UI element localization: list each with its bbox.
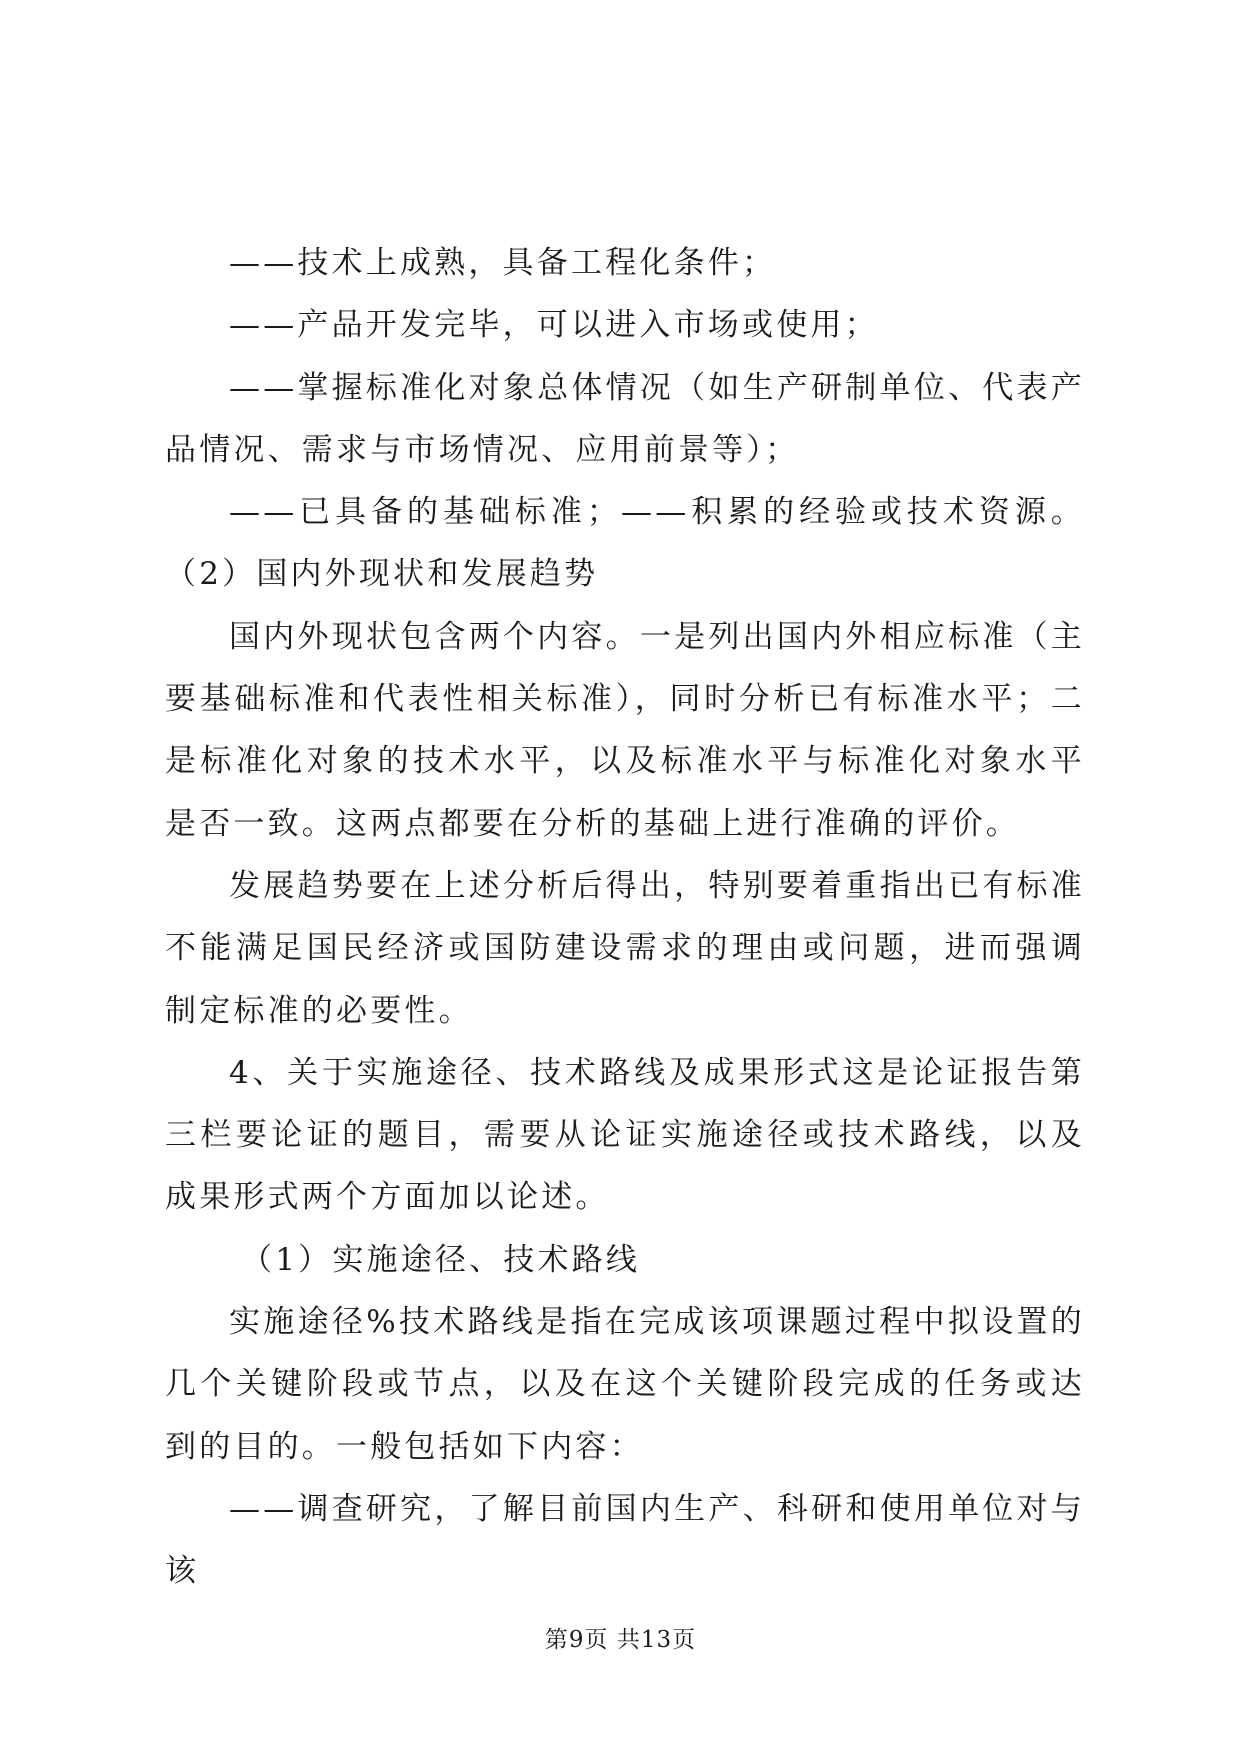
paragraph-implementation-definition: 实施途径%技术路线是指在完成该项课题过程中拟设置的几个关键阶段或节点，以及在这个关键阶段完成的任务或达到的目的。一般包括如下内容： [165,1304,1085,1465]
paragraph-development-trend: 发展趋势要在上述分析后得出，特别要着重指出已有标准不能满足国民经济或国防建设需求的理由或问题，进而强调制定标准的必要性。 [165,867,1085,1029]
paragraph-current-status: 国内外现状包含两个内容。一是列出国内外相应标准（主要基础标准和代表性相关标准），同时分析已有标准水平；二是标准化对象的技术水平，以及标准水平与标准化对象水平是否一致。这两点都要在分析的基础上进行准确的评价。 [165,618,1085,842]
page-footer: 第9页 共13页 [544,1627,697,1653]
document-body [165,232,1085,1603]
paragraph-condition-mature: ——技术上成熟，具备工程化条件； [229,245,777,281]
paragraph-section-4: 4、关于实施途径、技术路线及成果形式这是论证报告第三栏要论证的题目，需要从论证实施途径或技术路线，以及成果形式两个方面加以论述。 [165,1054,1085,1216]
paragraph-condition-product: ——产品开发完毕，可以进入市场或使用； [229,307,879,344]
paragraph-condition-overview: ——掌握标准化对象总体情况（如生产研制单位、代表产品情况、需求与市场情况、应用前景等）； [165,369,1085,468]
subheading-implementation-route: （1）实施途径、技术路线 [241,1241,641,1278]
paragraph-investigation: ——调查研究，了解目前国内生产、科研和使用单位对与该 [165,1490,1085,1590]
paragraph-condition-basis: ——已具备的基础标准；——积累的经验或技术资源。（2）国内外现状和发展趋势 [165,494,1085,593]
